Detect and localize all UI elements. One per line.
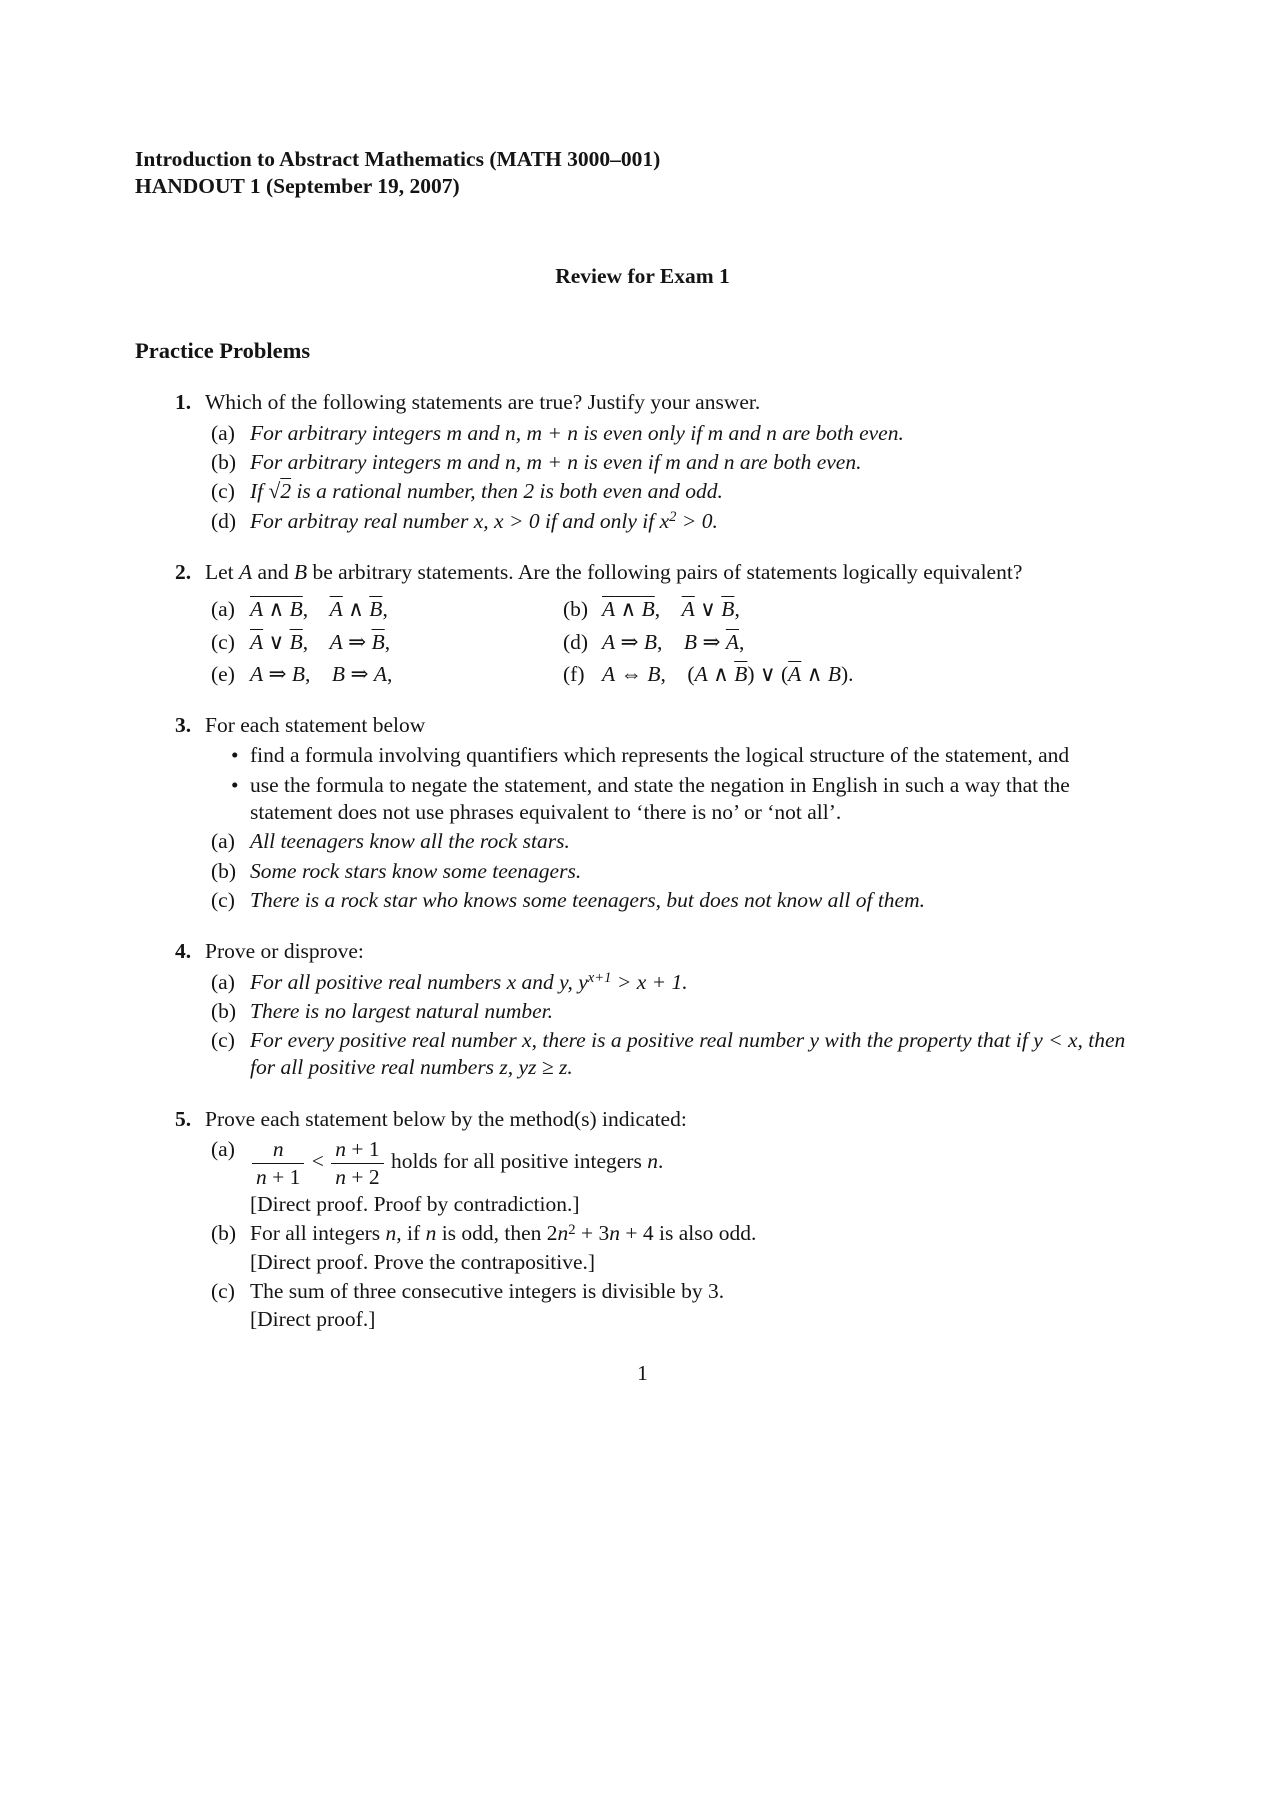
problem-number: 5. <box>175 1106 192 1131</box>
pair-row <box>205 661 1150 688</box>
item-label: (a) <box>211 1136 235 1161</box>
problem-number: 2. <box>175 559 192 584</box>
item-label: (e) <box>211 661 235 686</box>
item-text: There is no largest natural number. <box>250 998 553 1023</box>
item-text: Some rock stars know some teenagers. <box>250 858 582 883</box>
item-text: A ∧ B, $\overline{A}$ ∨ $\overline{B}$, <box>602 597 740 622</box>
problem-item <box>205 828 1150 855</box>
item-label: (b) <box>211 998 237 1023</box>
problem-3 <box>135 712 1150 914</box>
bullet-icon: • <box>231 772 239 797</box>
problem-number: 3. <box>175 713 192 738</box>
problem-item <box>205 420 1150 447</box>
problem-4 <box>135 938 1150 1081</box>
problem-number: 1. <box>175 390 192 415</box>
item-label: (c) <box>211 1028 235 1053</box>
item-text: For every positive real number x, there is a positive real number y with the property that if y < x, then for all positive real numbers z, yz ≥ z. <box>250 1028 1126 1080</box>
problem-statement: Which of the following statements are true? Justify your answer. <box>205 390 761 415</box>
item-label: (a) <box>211 829 235 854</box>
problem-5 <box>135 1106 1150 1334</box>
item-label: (c) <box>211 1279 235 1303</box>
page-header <box>135 146 1150 201</box>
bullet-text: find a formula involving quantifiers which represents the logical structure of the statement, and <box>250 743 1070 768</box>
pair-row <box>205 629 1150 656</box>
item-text: For arbitrary integers m and n, m + n is even only if m and n are both even. <box>250 420 904 445</box>
handout-title: HANDOUT 1 (September 19, 2007) <box>135 174 460 199</box>
method-note: [Direct proof. Prove the contrapositive.] <box>250 1249 596 1274</box>
problem-item <box>205 1027 1150 1082</box>
item-label: (d) <box>211 508 237 533</box>
item-label: (a) <box>211 969 235 994</box>
item-text: For arbitrary integers m and n, m + n is even if m and n are both even. <box>250 450 862 475</box>
item-label: (c) <box>211 629 235 654</box>
problem-statement: For each statement below <box>205 713 426 738</box>
problem-statement: Prove each statement below by the method(s) indicated: <box>205 1106 687 1131</box>
item-label: (d) <box>563 629 589 654</box>
pair-cell <box>205 661 557 688</box>
problem-statement: Let A and B be arbitrary statements. Are the following pairs of statements logically equivalent? <box>205 559 1023 584</box>
item-label: (a) <box>211 420 235 445</box>
problem-item <box>205 1136 1150 1218</box>
item-label: (b) <box>563 597 589 622</box>
item-text: For arbitray real number x, x > 0 if and only if $x^2 > 0$. <box>250 508 718 533</box>
item-text: $\frac{n}{n + 1}$ < $\frac{n + 1}{n + 2}$ holds for all positive integers n. <box>250 1136 1150 1190</box>
item-label: (f) <box>563 661 585 686</box>
problem-number: 4. <box>175 939 192 964</box>
item-text: $\overline{A}$ ∨ $\overline{B}$, A ⇒ $\overline{B}$, <box>250 629 391 654</box>
method-note: [Direct proof.] <box>250 1307 376 1332</box>
item-text: A ⇔ B, (A ∧ $\overline{B}$) ∨ ($\overline{A}$ ∧ B). <box>602 661 854 686</box>
item-text: A ⇒ B, B ⇒ A, <box>250 661 393 686</box>
item-label: (b) <box>211 450 237 475</box>
bullet-text: use the formula to negate the statement, and state the negation in English in such a way that the statement does not use phrases equivalent to ‘there is no’ or ‘not all’. <box>250 772 1070 825</box>
problem-item <box>205 887 1150 914</box>
item-text: A ∧ B, $\overline{A}$ ∧ $\overline{B}$, <box>250 597 388 622</box>
pair-cell <box>557 661 854 688</box>
bullet-icon: • <box>231 743 239 768</box>
bullet-list <box>205 742 1150 826</box>
method-note: [Direct proof. Proof by contradiction.] <box>250 1192 580 1217</box>
equivalence-pairs <box>205 596 1150 688</box>
item-text: The sum of three consecutive integers is divisible by 3. <box>250 1279 725 1303</box>
doc-title: Review for Exam 1 <box>555 263 730 288</box>
item-text: All teenagers know all the rock stars. <box>250 829 570 854</box>
item-text: For all integers n, if n is odd, then $2n^2 + 3n + 4$ is also odd. <box>250 1221 757 1246</box>
problem-item <box>205 1220 1150 1276</box>
item-label: (b) <box>211 858 237 883</box>
item-text: There is a rock star who knows some teenagers, but does not know all of them. <box>250 887 926 912</box>
item-text: For all positive real numbers x and y, $y^{x+1} > x + 1$. <box>250 969 688 994</box>
item-label: (c) <box>211 479 235 504</box>
problem-item <box>205 449 1150 476</box>
page-number: 1 <box>637 1360 648 1385</box>
problem-statement: Prove or disprove: <box>205 939 364 964</box>
problem-2 <box>135 559 1150 688</box>
pair-cell <box>205 596 557 623</box>
section-heading: Practice Problems <box>135 337 311 363</box>
bullet-item <box>205 742 1150 769</box>
problem-item <box>205 969 1150 996</box>
problem-item <box>205 508 1150 535</box>
pair-cell <box>205 629 557 656</box>
item-text: If √2 is a rational number, then 2 is both even and odd. <box>250 479 723 504</box>
item-label: (c) <box>211 887 235 912</box>
pair-row <box>205 596 1150 623</box>
item-label: (a) <box>211 597 235 622</box>
problem-item <box>205 1278 1150 1334</box>
problem-1 <box>135 389 1150 534</box>
problem-item <box>205 858 1150 885</box>
problem-item <box>205 998 1150 1025</box>
course-title: Introduction to Abstract Mathematics (MATH 3000–001) <box>135 147 661 171</box>
pair-cell <box>557 596 740 623</box>
pair-cell <box>557 629 744 656</box>
problem-item <box>205 478 1150 505</box>
item-text: A ⇒ B, B ⇒ $\overline{A}$, <box>602 629 745 654</box>
item-label: (b) <box>211 1221 237 1246</box>
bullet-item <box>205 772 1150 827</box>
